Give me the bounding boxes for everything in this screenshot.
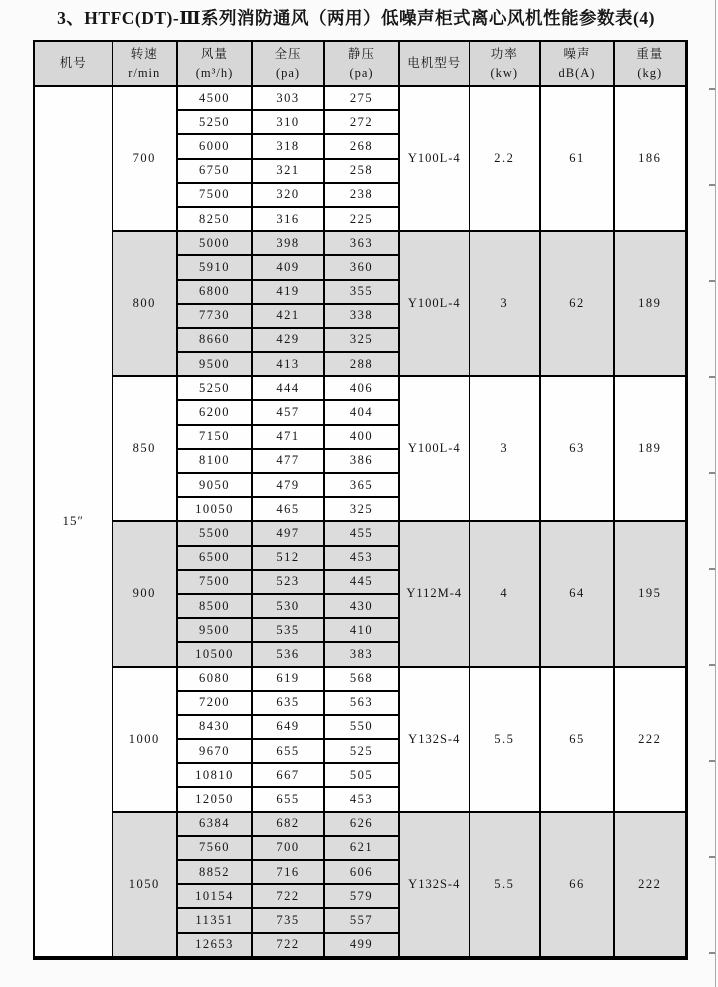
total-pressure-cell: 649: [252, 715, 324, 739]
col-header-flow: 风量 (m³/h): [177, 41, 252, 86]
static-pressure-cell: 383: [324, 642, 399, 666]
col-header-static-pressure: 静压 (pa): [324, 41, 399, 86]
flow-cell: 9500: [177, 618, 252, 642]
table-body: [34, 86, 686, 958]
motor-model-cell: Y100L-4: [399, 86, 469, 231]
col-header-noise: 噪声 dB(A): [540, 41, 614, 86]
flow-cell: 7500: [177, 183, 252, 207]
speed-cell: 900: [112, 521, 177, 666]
static-pressure-cell: 445: [324, 570, 399, 594]
static-pressure-cell: 563: [324, 691, 399, 715]
noise-cell: 64: [540, 521, 614, 666]
power-cell: 3: [469, 231, 540, 376]
weight-cell: 222: [614, 667, 686, 812]
total-pressure-cell: 310: [252, 110, 324, 134]
flow-cell: 6384: [177, 812, 252, 836]
flow-cell: 5250: [177, 110, 252, 134]
table-row: [34, 812, 686, 836]
weight-cell: 186: [614, 86, 686, 231]
total-pressure-cell: 635: [252, 691, 324, 715]
flow-cell: 7200: [177, 691, 252, 715]
noise-cell: 66: [540, 812, 614, 958]
flow-cell: 7560: [177, 836, 252, 860]
static-pressure-cell: 621: [324, 836, 399, 860]
flow-cell: 5500: [177, 521, 252, 545]
flow-cell: 6200: [177, 400, 252, 424]
static-pressure-cell: 505: [324, 763, 399, 787]
noise-cell: 62: [540, 231, 614, 376]
static-pressure-cell: 525: [324, 739, 399, 763]
static-pressure-cell: 499: [324, 933, 399, 958]
flow-cell: 8430: [177, 715, 252, 739]
total-pressure-cell: 421: [252, 304, 324, 328]
flow-cell: 8852: [177, 860, 252, 884]
static-pressure-cell: 455: [324, 521, 399, 545]
total-pressure-cell: 619: [252, 667, 324, 691]
total-pressure-cell: 536: [252, 642, 324, 666]
static-pressure-cell: 268: [324, 134, 399, 158]
weight-cell: 189: [614, 376, 686, 521]
total-pressure-cell: 321: [252, 159, 324, 183]
total-pressure-cell: 429: [252, 328, 324, 352]
machine-size-cell: 15″: [34, 86, 112, 958]
total-pressure-cell: 479: [252, 473, 324, 497]
static-pressure-cell: 550: [324, 715, 399, 739]
table-row: [34, 667, 686, 691]
static-pressure-cell: 275: [324, 86, 399, 110]
static-pressure-cell: 406: [324, 376, 399, 400]
total-pressure-cell: 419: [252, 280, 324, 304]
static-pressure-cell: 272: [324, 110, 399, 134]
total-pressure-cell: 465: [252, 497, 324, 521]
flow-cell: 11351: [177, 908, 252, 932]
static-pressure-cell: 338: [324, 304, 399, 328]
power-cell: 5.5: [469, 812, 540, 958]
total-pressure-cell: 318: [252, 134, 324, 158]
static-pressure-cell: 453: [324, 787, 399, 811]
speed-cell: 700: [112, 86, 177, 231]
page-title: 3、HTFC(DT)-Ⅲ系列消防通风（两用）低噪声柜式离心风机性能参数表(4): [57, 8, 655, 28]
flow-cell: 8100: [177, 449, 252, 473]
total-pressure-cell: 523: [252, 570, 324, 594]
static-pressure-cell: 360: [324, 255, 399, 279]
total-pressure-cell: 413: [252, 352, 324, 376]
static-pressure-cell: 606: [324, 860, 399, 884]
static-pressure-cell: 626: [324, 812, 399, 836]
motor-model-cell: Y100L-4: [399, 376, 469, 521]
col-header-speed: 转速 r/min: [112, 41, 177, 86]
flow-cell: 9670: [177, 739, 252, 763]
total-pressure-cell: 722: [252, 933, 324, 958]
static-pressure-cell: 325: [324, 497, 399, 521]
static-pressure-cell: 430: [324, 594, 399, 618]
weight-cell: 195: [614, 521, 686, 666]
noise-cell: 65: [540, 667, 614, 812]
flow-cell: 7500: [177, 570, 252, 594]
noise-cell: 63: [540, 376, 614, 521]
flow-cell: 6500: [177, 546, 252, 570]
total-pressure-cell: 722: [252, 884, 324, 908]
flow-cell: 5250: [177, 376, 252, 400]
header-row: [34, 41, 686, 86]
noise-cell: 61: [540, 86, 614, 231]
total-pressure-cell: 735: [252, 908, 324, 932]
total-pressure-cell: 316: [252, 207, 324, 231]
total-pressure-cell: 682: [252, 812, 324, 836]
total-pressure-cell: 530: [252, 594, 324, 618]
motor-model-cell: Y112M-4: [399, 521, 469, 666]
power-cell: 5.5: [469, 667, 540, 812]
total-pressure-cell: 512: [252, 546, 324, 570]
power-cell: 4: [469, 521, 540, 666]
flow-cell: 6080: [177, 667, 252, 691]
col-header-power: 功率 (kw): [469, 41, 540, 86]
static-pressure-cell: 325: [324, 328, 399, 352]
static-pressure-cell: 404: [324, 400, 399, 424]
total-pressure-cell: 716: [252, 860, 324, 884]
total-pressure-cell: 535: [252, 618, 324, 642]
flow-cell: 12050: [177, 787, 252, 811]
power-cell: 3: [469, 376, 540, 521]
col-header-weight: 重量 (kg): [614, 41, 686, 86]
total-pressure-cell: 700: [252, 836, 324, 860]
motor-model-cell: Y100L-4: [399, 231, 469, 376]
col-header-total-pressure: 全压 (pa): [252, 41, 324, 86]
flow-cell: 6750: [177, 159, 252, 183]
flow-cell: 6800: [177, 280, 252, 304]
weight-cell: 189: [614, 231, 686, 376]
total-pressure-cell: 655: [252, 787, 324, 811]
table-row: [34, 376, 686, 400]
col-header-motor-model: 电机型号: [399, 41, 469, 86]
flow-cell: 9500: [177, 352, 252, 376]
speed-cell: 850: [112, 376, 177, 521]
static-pressure-cell: 238: [324, 183, 399, 207]
static-pressure-cell: 453: [324, 546, 399, 570]
power-cell: 2.2: [469, 86, 540, 231]
total-pressure-cell: 398: [252, 231, 324, 255]
total-pressure-cell: 477: [252, 449, 324, 473]
speed-cell: 1050: [112, 812, 177, 958]
total-pressure-cell: 667: [252, 763, 324, 787]
flow-cell: 8660: [177, 328, 252, 352]
table-row: [34, 231, 686, 255]
speed-cell: 800: [112, 231, 177, 376]
total-pressure-cell: 320: [252, 183, 324, 207]
flow-cell: 4500: [177, 86, 252, 110]
total-pressure-cell: 444: [252, 376, 324, 400]
static-pressure-cell: 579: [324, 884, 399, 908]
static-pressure-cell: 400: [324, 425, 399, 449]
motor-model-cell: Y132S-4: [399, 667, 469, 812]
total-pressure-cell: 471: [252, 425, 324, 449]
flow-cell: 8500: [177, 594, 252, 618]
flow-cell: 9050: [177, 473, 252, 497]
table-row: [34, 521, 686, 545]
flow-cell: 10500: [177, 642, 252, 666]
speed-cell: 1000: [112, 667, 177, 812]
flow-cell: 5000: [177, 231, 252, 255]
static-pressure-cell: 363: [324, 231, 399, 255]
table-header: [34, 41, 686, 86]
static-pressure-cell: 258: [324, 159, 399, 183]
weight-cell: 222: [614, 812, 686, 958]
static-pressure-cell: 225: [324, 207, 399, 231]
static-pressure-cell: 365: [324, 473, 399, 497]
fan-spec-table: [33, 40, 688, 960]
total-pressure-cell: 655: [252, 739, 324, 763]
static-pressure-cell: 557: [324, 908, 399, 932]
total-pressure-cell: 303: [252, 86, 324, 110]
flow-cell: 7730: [177, 304, 252, 328]
static-pressure-cell: 355: [324, 280, 399, 304]
flow-cell: 12653: [177, 933, 252, 958]
flow-cell: 8250: [177, 207, 252, 231]
col-header-machine-no: 机号: [34, 41, 112, 86]
motor-model-cell: Y132S-4: [399, 812, 469, 958]
scan-edge-artifact: [709, 0, 716, 987]
total-pressure-cell: 457: [252, 400, 324, 424]
flow-cell: 10050: [177, 497, 252, 521]
static-pressure-cell: 288: [324, 352, 399, 376]
total-pressure-cell: 497: [252, 521, 324, 545]
flow-cell: 7150: [177, 425, 252, 449]
flow-cell: 6000: [177, 134, 252, 158]
static-pressure-cell: 386: [324, 449, 399, 473]
flow-cell: 10154: [177, 884, 252, 908]
static-pressure-cell: 410: [324, 618, 399, 642]
static-pressure-cell: 568: [324, 667, 399, 691]
table-row: [34, 86, 686, 110]
flow-cell: 10810: [177, 763, 252, 787]
total-pressure-cell: 409: [252, 255, 324, 279]
flow-cell: 5910: [177, 255, 252, 279]
